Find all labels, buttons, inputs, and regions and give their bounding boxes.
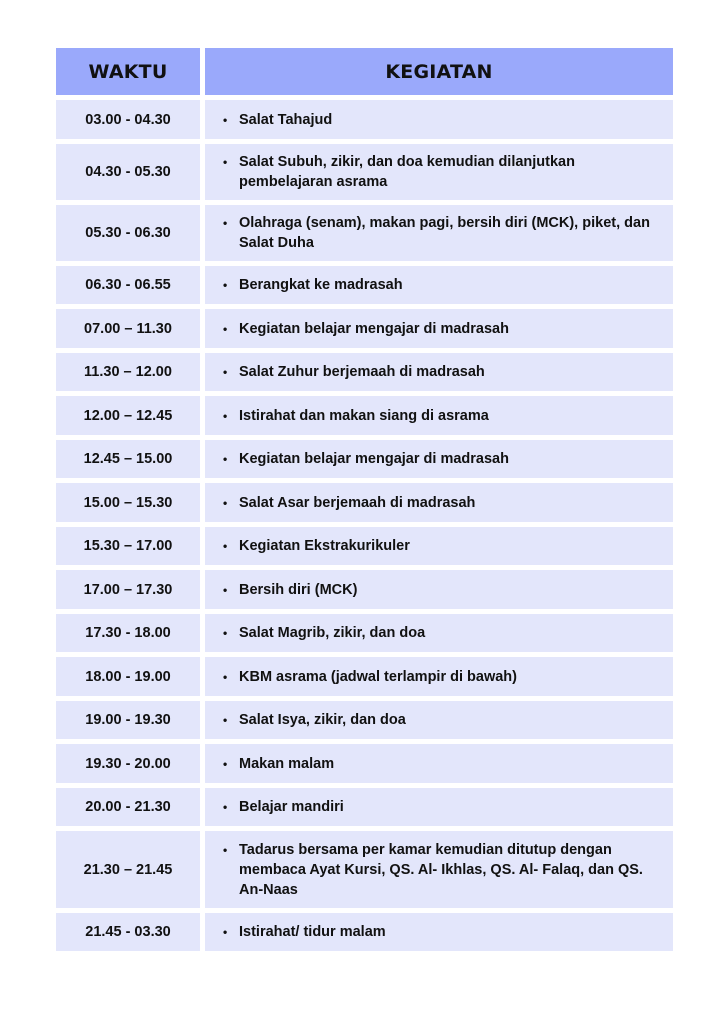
time-cell: 06.30 - 06.55	[56, 266, 200, 304]
table-row	[56, 396, 673, 435]
time-cell: 05.30 - 06.30	[56, 205, 200, 261]
activity-item: • Salat Magrib, zikir, dan doa	[223, 623, 425, 643]
time-cell: 12.45 – 15.00	[56, 440, 200, 478]
activity-cell	[205, 831, 673, 908]
time-cell: 19.30 - 20.00	[56, 744, 200, 783]
table-row	[56, 266, 673, 304]
table-row	[56, 483, 673, 522]
activity-item: • Makan malam	[223, 754, 334, 774]
table-body	[56, 100, 673, 951]
activity-cell	[205, 913, 673, 951]
activity-item: • Olahraga (senam), makan pagi, bersih diri (MCK), piket, dan Salat Duha	[223, 213, 655, 253]
table-header	[56, 48, 673, 95]
table-row	[56, 913, 673, 951]
activity-item: • Berangkat ke madrasah	[223, 275, 403, 295]
activity-cell	[205, 657, 673, 696]
time-cell: 15.30 – 17.00	[56, 527, 200, 565]
time-cell: 12.00 – 12.45	[56, 396, 200, 435]
time-cell: 19.00 - 19.30	[56, 701, 200, 739]
table-row	[56, 701, 673, 739]
time-cell: 17.30 - 18.00	[56, 614, 200, 652]
table-row	[56, 309, 673, 348]
activity-item: • Salat Asar berjemaah di madrasah	[223, 493, 475, 513]
time-cell: 07.00 – 11.30	[56, 309, 200, 348]
activity-item: • Salat Subuh, zikir, dan doa kemudian dilanjutkan pembelajaran asrama	[223, 152, 655, 192]
activity-cell	[205, 614, 673, 652]
activity-item: • Istirahat/ tidur malam	[223, 922, 386, 942]
time-cell: 21.45 - 03.30	[56, 913, 200, 951]
header-activity: KEGIATAN	[205, 48, 673, 95]
time-cell: 15.00 – 15.30	[56, 483, 200, 522]
activity-cell	[205, 788, 673, 826]
table-row	[56, 570, 673, 609]
table-row	[56, 353, 673, 391]
activity-item: • Kegiatan belajar mengajar di madrasah	[223, 319, 509, 339]
time-cell: 04.30 - 05.30	[56, 144, 200, 200]
activity-cell	[205, 205, 673, 261]
table-row	[56, 100, 673, 139]
activity-item: • Bersih diri (MCK)	[223, 580, 357, 600]
table-row	[56, 440, 673, 478]
table-row	[56, 205, 673, 261]
activity-item: • Kegiatan Ekstrakurikuler	[223, 536, 410, 556]
time-cell: 18.00 - 19.00	[56, 657, 200, 696]
table-row	[56, 831, 673, 908]
activity-cell	[205, 353, 673, 391]
time-cell: 20.00 - 21.30	[56, 788, 200, 826]
activity-item: • Salat Tahajud	[223, 110, 332, 130]
activity-cell	[205, 527, 673, 565]
table-row	[56, 527, 673, 565]
activity-item: • Tadarus bersama per kamar kemudian ditutup dengan membaca Ayat Kursi, QS. Al- Ikhlas, QS. Al- Falaq, dan QS. An-Naas	[223, 840, 655, 900]
time-cell: 11.30 – 12.00	[56, 353, 200, 391]
activity-cell	[205, 266, 673, 304]
activity-cell	[205, 100, 673, 139]
activity-cell	[205, 144, 673, 200]
activity-cell	[205, 570, 673, 609]
activity-cell	[205, 396, 673, 435]
activity-item: • Salat Isya, zikir, dan doa	[223, 710, 406, 730]
table-row	[56, 657, 673, 696]
activity-cell	[205, 701, 673, 739]
activity-cell	[205, 744, 673, 783]
time-cell: 03.00 - 04.30	[56, 100, 200, 139]
table-row	[56, 744, 673, 783]
activity-item: • Belajar mandiri	[223, 797, 344, 817]
table-row	[56, 614, 673, 652]
table-row	[56, 144, 673, 200]
activity-cell	[205, 440, 673, 478]
activity-cell	[205, 309, 673, 348]
activity-cell	[205, 483, 673, 522]
activity-item: • Kegiatan belajar mengajar di madrasah	[223, 449, 509, 469]
header-time: WAKTU	[56, 48, 200, 95]
schedule-table	[56, 48, 673, 951]
time-cell: 21.30 – 21.45	[56, 831, 200, 908]
activity-item: • Salat Zuhur berjemaah di madrasah	[223, 362, 485, 382]
table-row	[56, 788, 673, 826]
activity-item: • Istirahat dan makan siang di asrama	[223, 406, 489, 426]
time-cell: 17.00 – 17.30	[56, 570, 200, 609]
activity-item: • KBM asrama (jadwal terlampir di bawah)	[223, 667, 517, 687]
